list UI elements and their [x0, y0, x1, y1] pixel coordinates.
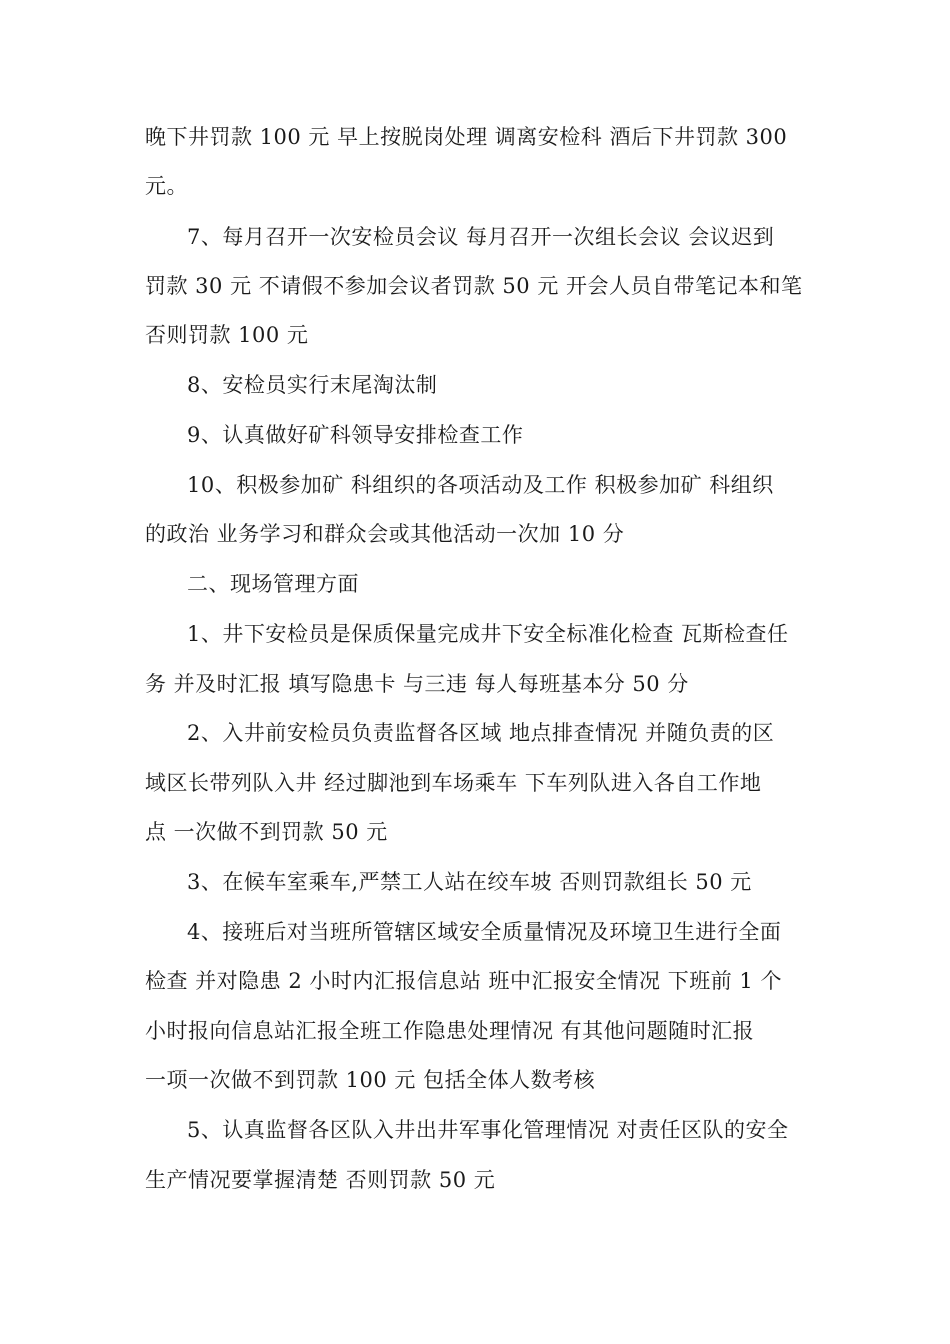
text-line: 1、井下安检员是保质保量完成井下安全标准化检查 瓦斯检查任: [187, 622, 789, 646]
text-line: 7、每月召开一次安检员会议 每月召开一次组长会议 会议迟到: [187, 225, 775, 249]
text-line: 5、认真监督各区队入井出井军事化管理情况 对责任区队的安全: [187, 1118, 789, 1142]
text-line: 晚下井罚款 100 元 早上按脱岗处理 调离安检科 酒后下井罚款 300: [145, 125, 788, 149]
text-line: 点 一次做不到罚款 50 元: [145, 820, 388, 844]
text-line: 8、安检员实行末尾淘汰制: [187, 373, 438, 397]
text-line: 2、入井前安检员负责监督各区域 地点排查情况 并随负责的区: [187, 721, 775, 745]
text-line: 罚款 30 元 不请假不参加会议者罚款 50 元 开会人员自带笔记本和笔: [145, 274, 803, 298]
text-line: 否则罚款 100 元: [145, 323, 309, 347]
text-line: 元。: [145, 174, 188, 198]
text-line: 检查 并对隐患 2 小时内汇报信息站 班中汇报安全情况 下班前 1 个: [145, 969, 782, 993]
text-line: 小时报向信息站汇报全班工作隐患处理情况 有其他问题随时汇报: [145, 1019, 755, 1043]
text-line: 务 并及时汇报 填写隐患卡 与三违 每人每班基本分 50 分: [145, 672, 689, 696]
text-line: 一项一次做不到罚款 100 元 包括全体人数考核: [145, 1068, 596, 1092]
section-heading: 二、现场管理方面: [187, 572, 359, 596]
text-line: 生产情况要掌握清楚 否则罚款 50 元: [145, 1168, 496, 1192]
text-line: 9、认真做好矿科领导安排检查工作: [187, 423, 524, 447]
text-line: 域区长带列队入井 经过脚池到车场乘车 下车列队进入各自工作地: [145, 771, 762, 795]
text-line: 的政治 业务学习和群众会或其他活动一次加 10 分: [145, 522, 625, 546]
text-line: 10、积极参加矿 科组织的各项活动及工作 积极参加矿 科组织: [187, 473, 774, 497]
text-line: 4、接班后对当班所管辖区域安全质量情况及环境卫生进行全面: [187, 920, 782, 944]
text-line: 3、在候车室乘车,严禁工人站在绞车坡 否则罚款组长 50 元: [187, 870, 752, 894]
